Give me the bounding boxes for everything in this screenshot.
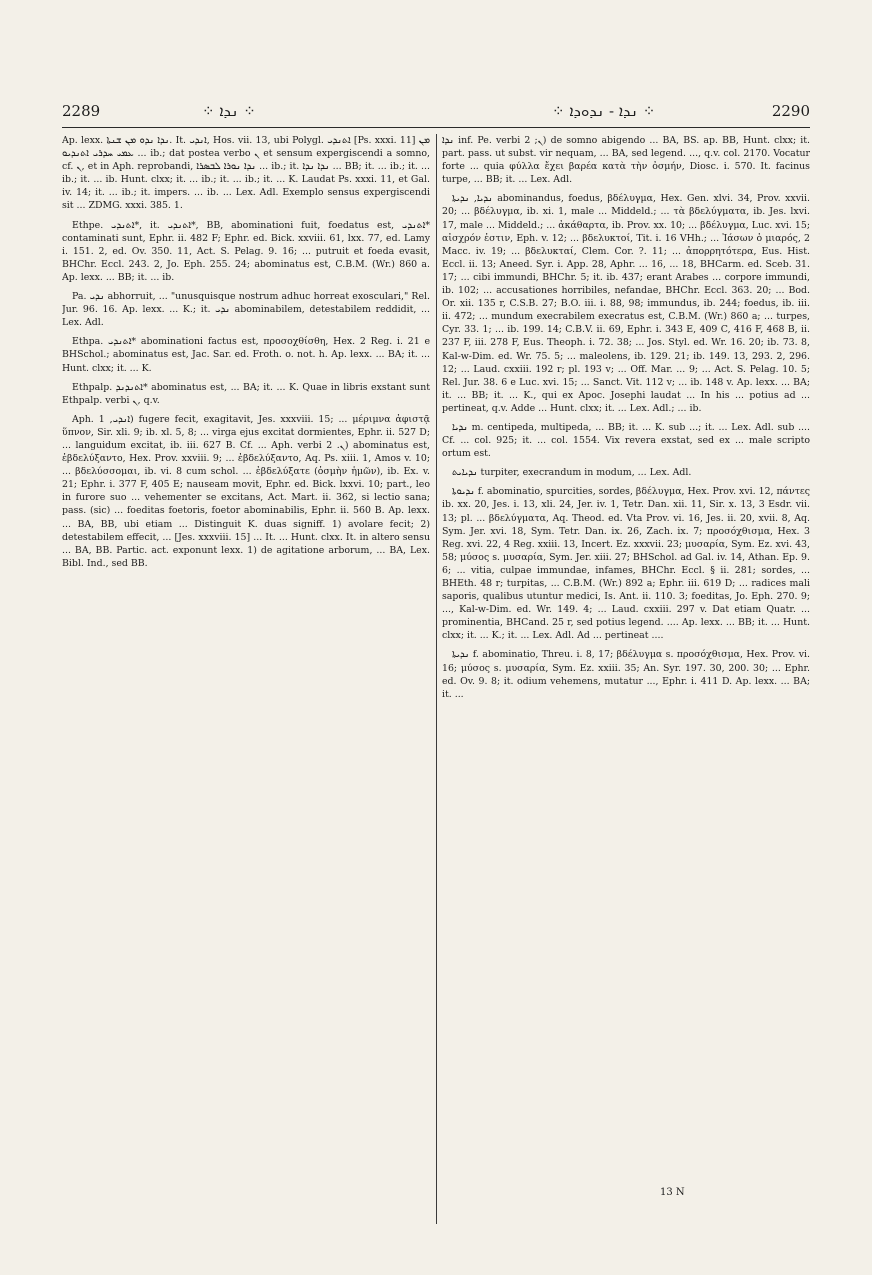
running-head-right: ⁘ ܢܕܐ - ܢܕܘܕܐ ⁘ [552, 102, 656, 120]
page-number-right: 2290 [771, 102, 810, 120]
entry-paragraph: ܢܕܝܘܬܐ f. abominatio, spurcities, sordes, βδέλυγμα, Hex. Prov. xvi. 12, πάντες ib. xx. 20, Jes. i. 13, xli. 24, Jer. iv. 1, Tetr. Dan. xii. 11, Sir. x. 13, 3 Esdr. vii. 13; pl. ... βδελύγματα, Aq. Theod. ed. Vta Prov. vi. 16, Jes. ii. 20, xvii. 8, Aq. Sym. Jer. xvi. 18, Sym. Tetr. Dan. ix. 26, Zach. ix. 7; προσόχθισμα, Hex. 3 Reg. xvi. 22, 4 Reg. xxiii. 13, Incert. Ez. xxxvii. 23; μυσαρία, Sym. Ez. xvi. 43, 58; μύσος s. μυσαρία, Sym. Jer. xiii. 27; BHSchol. ad Gal. iv. 14, Athan. Ep. 9. 6; ... vitia, culpae immundae, infames, BHChr. Eccl. § ii. 281; sordes, ... BHEth. 48 r; turpitas, ... C.B.M. (Wr.) 892 a; Ephr. iii. 619 D; ... radices mali saporis, qualibus utuntur medici, Is. Ant. ii. 110. 3; foeditas, Jo. Eph. 270. 9; ..., Kal-w-Dim. ed. Wr. 149. 4; ... Laud. cxxiii. 297 v. Dat etiam Quatr. ... prominentia, BHCand. 25 r, sed potius legend. .... Ap. lexx. ... BB; it. ... Hunt. clxx; it. ... K.; it. ... Lex. Adl. Ad ... pertineat .... [442, 486, 810, 642]
entry-paragraph: Ethpa. ܐܬܢܕܝ* abominationi factus est, προσοχθίσθη, Hex. 2 Reg. i. 21 e BHSchol.; abominatus est, Jac. Sar. ed. Froth. o. not. h. Ap. lexx. ... BA; it. ... Hunt. clxx; it. ... K. [62, 336, 430, 374]
entry-paragraph: Pa. ܢܕܝ abhorruit, ... "unusquisque nostrum adhuc horreat exosculari," Rel. Jur. 96. 16. Ap. lexx. ... K.; it. ܢܕܝ abominabilem, detestabilem reddidit, ... Lex. Adl. [62, 291, 430, 329]
entry-paragraph: ܢܕܝܐ m. centipeda, multipeda, ... BB; it. ... K. sub ...; it. ... Lex. Adl. sub .... Cf. ... col. 925; it. ... col. 1554. Vix revera exstat, sed ex ... male scripto ortum est. [442, 421, 810, 460]
signature-mark: 13 N [660, 1187, 685, 1198]
page-number-left: 2289 [62, 102, 101, 120]
left-column [62, 134, 430, 1224]
right-column [442, 134, 810, 1224]
header-rule [62, 127, 810, 128]
entry-paragraph: ܢܕܝܐܝܬ turpiter, execrandum in modum, ... Lex. Adl. [452, 467, 692, 479]
entry-paragraph: Ap. lexx. ܢܕܐ ܢܕܘ ܡܢ ܫܢܬܐ. It. ܐܢܕܝ, Hos. vii. 13, ubi Polygl. ܐܬܢܕܝ [Ps. xxxi. 11] ܡܢ ܥܡܝ ܚܕܪܝ ܐܬܢܕܝܘ ... ib.; dat postea verbo ܢ et sensum expergiscendi a somno, cf. ܢ, et in Aph. reprobandi, ܢܕܐ ܢܘܪܐ ܠܒܣܪܐ ... ib.; it. ܢܕܐ ܢܕܐ ... BB; it. ... ib.; it. ... ib.; it. ... ib. Hunt. clxx; it. ... ib.; it. ... ib.; it. ... K. Laudat Ps. xxxi. 11, et Gal. iv. 14; it. ... ib.; it. impers. ... ib. ... Lex. Adl. Exemplo sensus expergiscendi sit ... ZDMG. xxxi. 385. 1. [62, 135, 430, 212]
entry-paragraph: Ethpalp. ܐܬܢܕܢܕ* abominatus est, ... BA; it. ... K. Quae in libris exstant sunt Ethpalp. verbi ܢ, q.v. [62, 381, 430, 406]
entry-paragraph: ܢܕܝܐ, ܢܕܝܬܐ abominandus, foedus, βδέλυγμα, Hex. Gen. xlvi. 34, Prov. xxvii. 20; ... βδέλυγμα, ib. xi. 1, male ... Middeld.; ... τὰ βδελύγματα, ib. Jes. lxvi. 17, male ... Middeld.; ... ἀκάθαρτα, ib. Prov. xx. 10; ... βδέλυγμα, Luc. xvi. 15; αἰσχρόν ἐστιν, Eph. v. 12; ... βδελυκτοί, Tit. i. 16 VHh.; ... Ἰάσων ὁ μιαρός, 2 Macc. iv. 19; ... βδελυκταί, Clem. Cor. ?. 11; ... ἀπορρητότερα, Eus. Hist. Eccl. ii. 13; Aneed. Syr. i. App. 28, Aphr. ... 16, ... 18, BHCarm. ed. Sceb. 31. 17; ... cibi immundi, BHChr. 5; it. ib. 437; erant Arabes ... corpore immundi, ib. 102; ... accusationes horribiles, nefandae, BHChr. Eccl. 363. 20; ... Bod. Or. xii. 135 r, C.S.B. 27; B.O. iii. i. 88, 98; immundus, ib. 244; foedus, ib. iii. ii. 472; ... mundum execrabilem execratus est, C.B.M. (Wr.) 860 a; ... turpes, Cyr. 33. 1; ... ib. 199. 14; C.B.V. ii. 69, Ephr. i. 343 E, 409 C, 416 F, 468 B, ii. 237 F, iii. 278 F, Eus. Theoph. i. 72. 38; ... Jos. Styl. ed. Wr. 16. 20; ib. 73. 8, Kal-w-Dim. ed. Wr. 75. 5; ... maleolens, ib. 129. 21; ib. 149. 13, 293. 2, 296. 12; ... Laud. cxxiii. 192 r; pl. 193 v; ... Off. Mar. ... 9; ... Act. S. Pelag. 10. 5; Rel. Jur. 38. 6 e Luc. xvi. 15; ... Sanct. Vit. 112 v; ... ib. 148 v. Ap. lexx. ... BA; it. ... BB; it. ... K., qui ex Apoc. Josephi laudat ... In his ... potius ad ... pertineat, q.v. Adde ... Hunt. clxx; it. ... Lex. Adl.; ... ib. [442, 193, 810, 414]
running-head-left: ⁘ ܢܕܐ ⁘ [202, 102, 256, 120]
entry-paragraph: Aph. ܐܢܕܝ, 1) fugere fecit, exagitavit, Jes. xxxviii. 15; ... μέριμνα ἀφιστᾷ ὕπνον, Sir. xli. 9; ib. xl. 5, 8; ... virga ejus excitat dormientes, Ephr. ii. 527 D; ... languidum excitat, ib. iii. 627 B. Cf. ... Aph. verbi ܢ. 2) abominatus est, ἐβδελύξαντο, Hex. Prov. xxviii. 9; ... ἐβδελύξαντο, Aq. Ps. xiii. 1, Amos v. 10; ... βδελύσσομαι, ib. vi. 8 cum schol. ... ἐβδελύξατε (ὀσμὴν ἡμῶν), ib. Ex. v. 21; Ephr. i. 377 F, 405 E; nauseam movit, Ephr. ed. Bick. lxxvi. 10; part., leo in furore suo ... vehementer se excitans, Act. Mart. ii. 362, si lectio sana; pass. (sic) ... foeditas foetoris, foetor abominabilis, Ephr. ii. 560 B. Ap. lexx. ... BA, BB, ubi etiam ... Distinguit K. duas signiff. 1) avolare fecit; 2) detestabilem effecit, ... [Jes. xxxviii. 15] ... It. ... Hunt. clxx. It. in altero sensu ... BA, BB. Partic. act. exponunt lexx. 1) de agitatione arborum, ... BA, Lex. Bibl. Ind., sed BB. [62, 413, 430, 569]
entry-paragraph: ܢܕܝܬܐ f. abominatio, Threu. i. 8, 17; βδέλυγμα s. προσόχθισμα, Hex. Prov. vi. 16; μύσος s. μυσαρία, Sym. Ez. xxiii. 35; An. Syr. 197. 30, 200. 30; ... Ephr. ed. Ov. 9. 8; it. odium vehemens, mutatur ..., Ephr. i. 411 D. Ap. lexx. ... BA; it. ... [442, 649, 810, 700]
page-header [62, 102, 810, 124]
entry-paragraph: ܢܕܐ inf. Pe. verbi ܢ; 2) de somno abigendo ... BA, BS. ap. BB, Hunt. clxx; it. part. pass. ut subst. vir nequam, ... BA, sed legend. ..., q.v. col. 2170. Vocatur forte ... quia φύλλα ἔχει βαρέα κατὰ τὴν ὀσμήν, Diosc. i. 570. It. facinus turpe, ... BB; it. ... Lex. Adl. [442, 135, 810, 186]
column-divider [436, 134, 437, 1224]
entry-paragraph: Ethpe. ܐܬܢܕܝ*, it. ܐܬܢܕܝ*, BB, abominationi fuit, foedatus est, ܐܬܢܕܝ* contaminati sunt, Ephr. ii. 482 F; Ephr. ed. Bick. xxviii. 61, lxx. 77, ed. Lamy i. 151. 2, ed. Ov. 350. 11, Act. S. Pelag. 9. 16; ... putruit et foeda evasit, BHChr. Eccl. 243. 2, Jo. Eph. 255. 24; abominatus est, C.B.M. (Wr.) 860 a. Ap. lexx. ... BB; it. ... ib. [62, 219, 430, 283]
